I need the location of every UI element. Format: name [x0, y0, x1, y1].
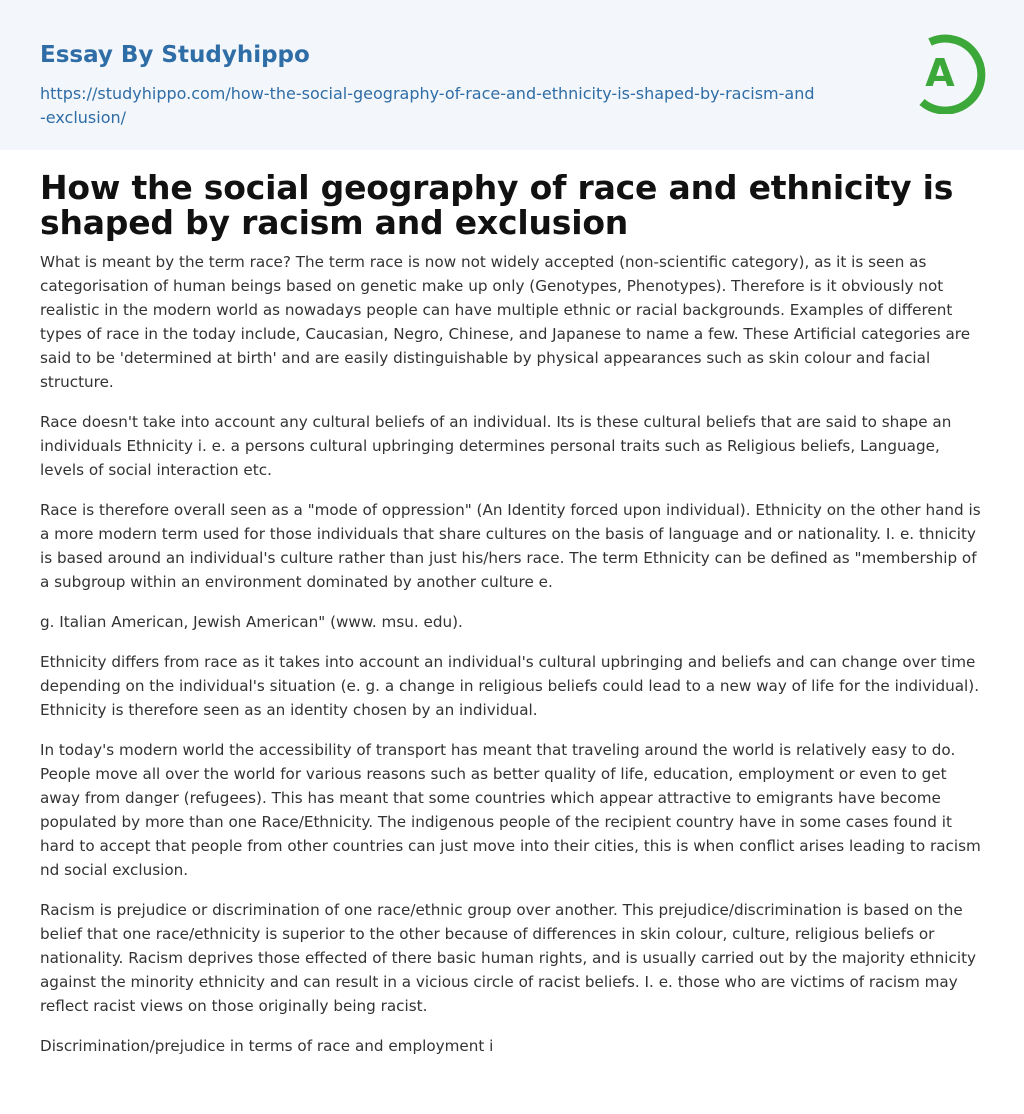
logo-letter: A	[925, 51, 955, 95]
site-brand[interactable]: Essay By Studyhippo	[40, 42, 310, 68]
essay-paragraph: Racism is prejudice or discrimination of one race/ethnic group over another. This prejudice/discrimination is based on the belief that one race/ethnicity is superior to the other because of differences in skin colour, culture, religious beliefs or nationality. Racism deprives those effected of there basic human rights, and is usually carried out by the majority ethnicity against the minority ethnicity and can result in a vicious circle of racist beliefs. I. e. those who are victims of racism may reflect racist views on those originally being racist.	[40, 901, 977, 1015]
essay-paragraph: Discrimination/prejudice in terms of race and employment i	[40, 1037, 494, 1055]
essay-url-link[interactable]: https://studyhippo.com/how-the-social-geography-of-race-and-ethnicity-is-shaped-by-racism-and-exclusion/	[40, 84, 815, 127]
essay-title: How the social geography of race and ethnicity is shaped by racism and exclusion	[40, 168, 954, 242]
essay-content	[0, 170, 1024, 1058]
circle-a-logo-icon[interactable]	[912, 30, 986, 114]
essay-paragraph: What is meant by the term race? The term race is now not widely accepted (non-scientific category), as it is seen as categorisation of human beings based on genetic make up only (Genotypes, Phenotypes). Therefore is it obviously not realistic in the modern world as nowadays people can have multiple ethnic or racial backgrounds. Examples of different types of race in the today include, Caucasian, Negro, Chinese, and Japanese to name a few. These Artificial categories are said to be 'determined at birth' and are easily distinguishable by physical appearances such as skin colour and facial structure.	[40, 253, 971, 391]
essay-paragraph: g. Italian American, Jewish American" (www. msu. edu).	[40, 613, 463, 631]
essay-paragraph: Race is therefore overall seen as a "mode of oppression" (An Identity forced upon individual). Ethnicity on the other hand is a more modern term used for those individuals that share cultures on the basis of language and or nationality. I. e. thnicity is based around an individual's culture rather than just his/hers race. The term Ethnicity can be defined as "membership of a subgroup within an environment dominated by another culture e.	[40, 501, 981, 591]
essay-paragraph: In today's modern world the accessibility of transport has meant that traveling around the world is relatively easy to do. People move all over the world for various reasons such as better quality of life, education, employment or even to get away from danger (refugees). This has meant that some countries which appear attractive to emigrants have become populated by more than one Race/Ethnicity. The indigenous people of the recipient country have in some cases found it hard to accept that people from other countries can just move into their cities, this is when conflict arises leading to racism nd social exclusion.	[40, 741, 981, 879]
site-header	[0, 0, 1024, 150]
essay-paragraph: Race doesn't take into account any cultural beliefs of an individual. Its is these cultural beliefs that are said to shape an individuals Ethnicity i. e. a persons cultural upbringing determines personal traits such as Religious beliefs, Language, levels of social interaction etc.	[40, 413, 952, 479]
essay-paragraph: Ethnicity differs from race as it takes into account an individual's cultural upbringing and beliefs and can change over time depending on the individual's situation (e. g. a change in religious beliefs could lead to a new way of life for the individual). Ethnicity is therefore seen as an identity chosen by an individual.	[40, 653, 980, 719]
